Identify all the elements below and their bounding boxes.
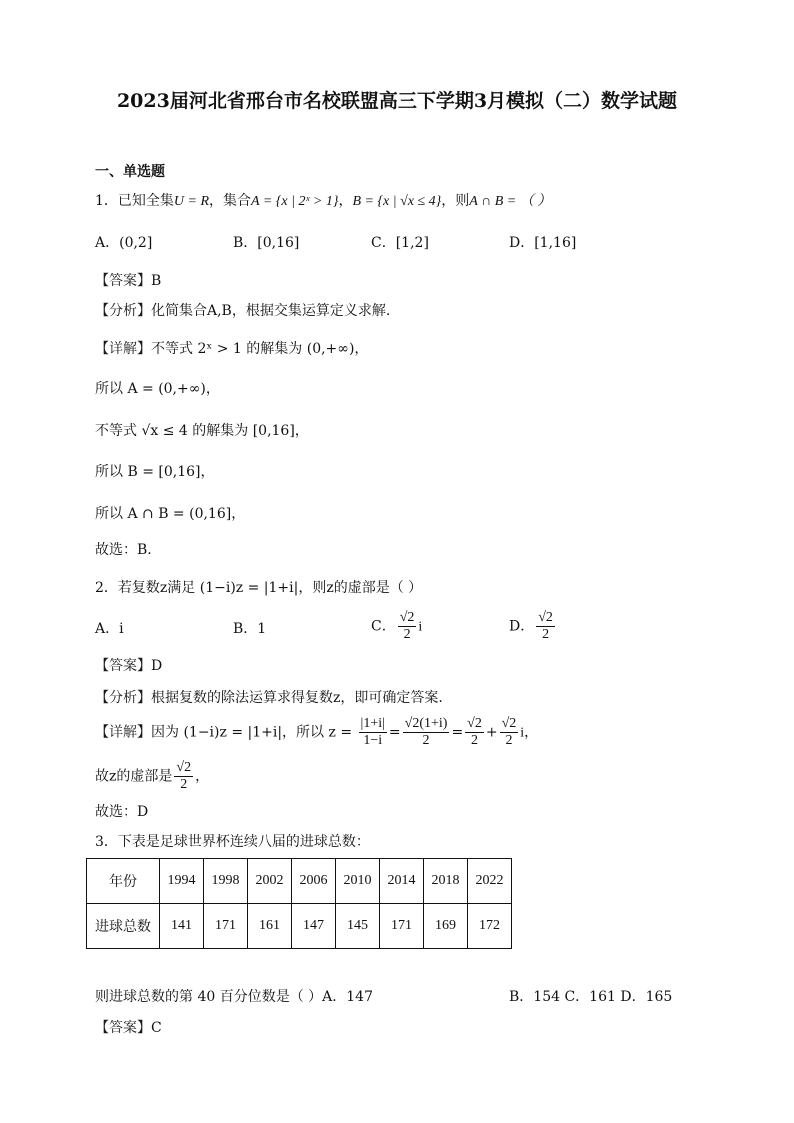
q1-step-2: 所以 A = (0,+∞)， [95, 381, 220, 397]
detail-tag: 【详解】 [95, 724, 151, 741]
fraction-denominator: 1−i [363, 733, 383, 748]
table-cell: 2018 [424, 859, 468, 904]
q3-answer: C [151, 1020, 162, 1036]
q1-text-c: ，则 [441, 193, 470, 209]
q1-text-b: ，集合 [209, 193, 252, 209]
q2-text: 若复数z满足 (1−i)z = |1+i|，则z的虚部是（ ） [117, 580, 423, 596]
q2-detail-pre: 因为 (1−i)z = |1+i|，所以 z = [151, 724, 353, 741]
q1-universal-set: U = R [173, 194, 210, 209]
fraction-numerator: |1+i| [360, 716, 385, 731]
q1-answer-line [95, 271, 161, 291]
q2-conclusion-comma: ， [195, 768, 210, 785]
table-cell: 141 [160, 904, 204, 949]
page-title: 2023届河北省邢台市名校联盟高三下学期3月模拟（二）数学试题 [116, 90, 678, 112]
fraction-numerator: √2(1+i) [404, 716, 448, 731]
q1-option-d: D．[1,16] [509, 235, 577, 251]
q1-option-b: B．[0,16] [233, 235, 300, 251]
q1-answer: B [151, 273, 162, 289]
fraction-denominator: 2 [542, 627, 550, 642]
q2-detail-line [95, 716, 538, 749]
fraction-numerator: √2 [538, 610, 553, 625]
table-cell: 147 [292, 904, 336, 949]
q1-choose: 故选：B. [95, 542, 152, 558]
q1-text-a: 已知全集 [117, 193, 174, 209]
table-row-header: 进球总数 [87, 904, 160, 949]
question-1-stem [95, 191, 551, 212]
q2-option-b: B．1 [233, 621, 267, 637]
question-number: 1． [95, 193, 118, 209]
q1-detail-line [95, 339, 368, 359]
q3-question: 则进球总数的第 40 百分位数是（ ）A．147 [95, 989, 373, 1005]
table-cell: 2022 [468, 859, 512, 904]
q2-detail-tail: i， [520, 725, 539, 741]
q2-analysis-line [95, 688, 443, 708]
q2-option-d [509, 610, 557, 643]
table-cell: 145 [336, 904, 380, 949]
plus-sign: + [485, 724, 498, 741]
fraction-numerator: √2 [399, 610, 415, 625]
table-row-header: 年份 [87, 859, 160, 904]
q1-step-4: 所以 B = [0,16]， [95, 464, 215, 480]
q1-step-5: 所以 A ∩ B = (0,16]， [95, 506, 246, 522]
q1-option-c: C．[1,2] [371, 235, 429, 251]
q1-set-a: A = {x | 2ˣ > 1} [251, 194, 339, 209]
fraction-denominator: 2 [471, 733, 479, 748]
question-3-stem [95, 832, 370, 852]
table-cell: 161 [248, 904, 292, 949]
table-cell: 2002 [248, 859, 292, 904]
q1-set-b: B = {x | √x ≤ 4} [352, 194, 442, 209]
q2-answer-line [95, 656, 162, 676]
fraction-denominator: 2 [422, 733, 430, 748]
table-cell: 2006 [292, 859, 336, 904]
q2-conclusion-text: 故z的虚部是 [95, 768, 173, 785]
table-cell: 1994 [160, 859, 204, 904]
q2-option-c-label: C． [371, 618, 396, 635]
answer-tag: 【答案】 [95, 1020, 151, 1036]
q1-ask: A ∩ B = （ ） [469, 194, 552, 209]
section-heading: 一、单选题 [95, 164, 165, 180]
question-number: 2． [95, 580, 118, 596]
analysis-tag: 【分析】 [95, 303, 151, 319]
answer-tag: 【答案】 [95, 273, 151, 289]
equals-sign: = [451, 724, 464, 741]
table-cell: 2010 [336, 859, 380, 904]
fraction-denominator: 2 [403, 627, 411, 642]
table-cell: 1998 [204, 859, 248, 904]
fraction-numerator: √2 [467, 716, 482, 731]
q1-option-a: A．(0,2] [95, 235, 153, 251]
q1-detail: 不等式 2ˣ > 1 的解集为 (0,+∞)， [151, 341, 369, 357]
fraction-numerator: √2 [176, 760, 192, 775]
q3-text: 下表是足球世界杯连续八届的进球总数： [117, 834, 370, 850]
question-2-stem [95, 578, 422, 598]
q1-analysis: 化简集合A,B，根据交集运算定义求解. [151, 303, 391, 319]
q2-choose: 故选：D [95, 804, 149, 820]
q3-options-rest: B．154 C．161 D．165 [509, 989, 673, 1005]
q1-step-3: 不等式 √x ≤ 4 的解集为 [0,16]， [95, 423, 309, 439]
question-number: 3． [95, 834, 118, 850]
goals-table [86, 858, 512, 949]
table-row [87, 904, 512, 949]
imaginary-unit: i [418, 619, 423, 635]
q2-option-c [371, 610, 422, 643]
table-cell: 172 [468, 904, 512, 949]
q2-option-a: A．i [95, 621, 124, 637]
fraction-denominator: 2 [180, 777, 188, 792]
q2-conclusion [95, 760, 209, 793]
fraction-numerator: √2 [501, 716, 517, 731]
answer-tag: 【答案】 [95, 658, 151, 674]
table-row [87, 859, 512, 904]
detail-tag: 【详解】 [95, 341, 151, 357]
table-cell: 169 [424, 904, 468, 949]
q1-comma: ， [338, 193, 353, 209]
q1-analysis-line [95, 301, 390, 321]
table-cell: 171 [204, 904, 248, 949]
q2-option-d-label: D． [509, 618, 535, 635]
table-cell: 2014 [380, 859, 424, 904]
q3-answer-line [95, 1018, 162, 1038]
equals-sign: = [388, 724, 401, 741]
q2-analysis: 根据复数的除法运算求得复数z，即可确定答案. [151, 690, 443, 706]
table-cell: 171 [380, 904, 424, 949]
q2-answer: D [151, 658, 163, 674]
analysis-tag: 【分析】 [95, 690, 151, 706]
fraction-denominator: 2 [505, 733, 513, 748]
